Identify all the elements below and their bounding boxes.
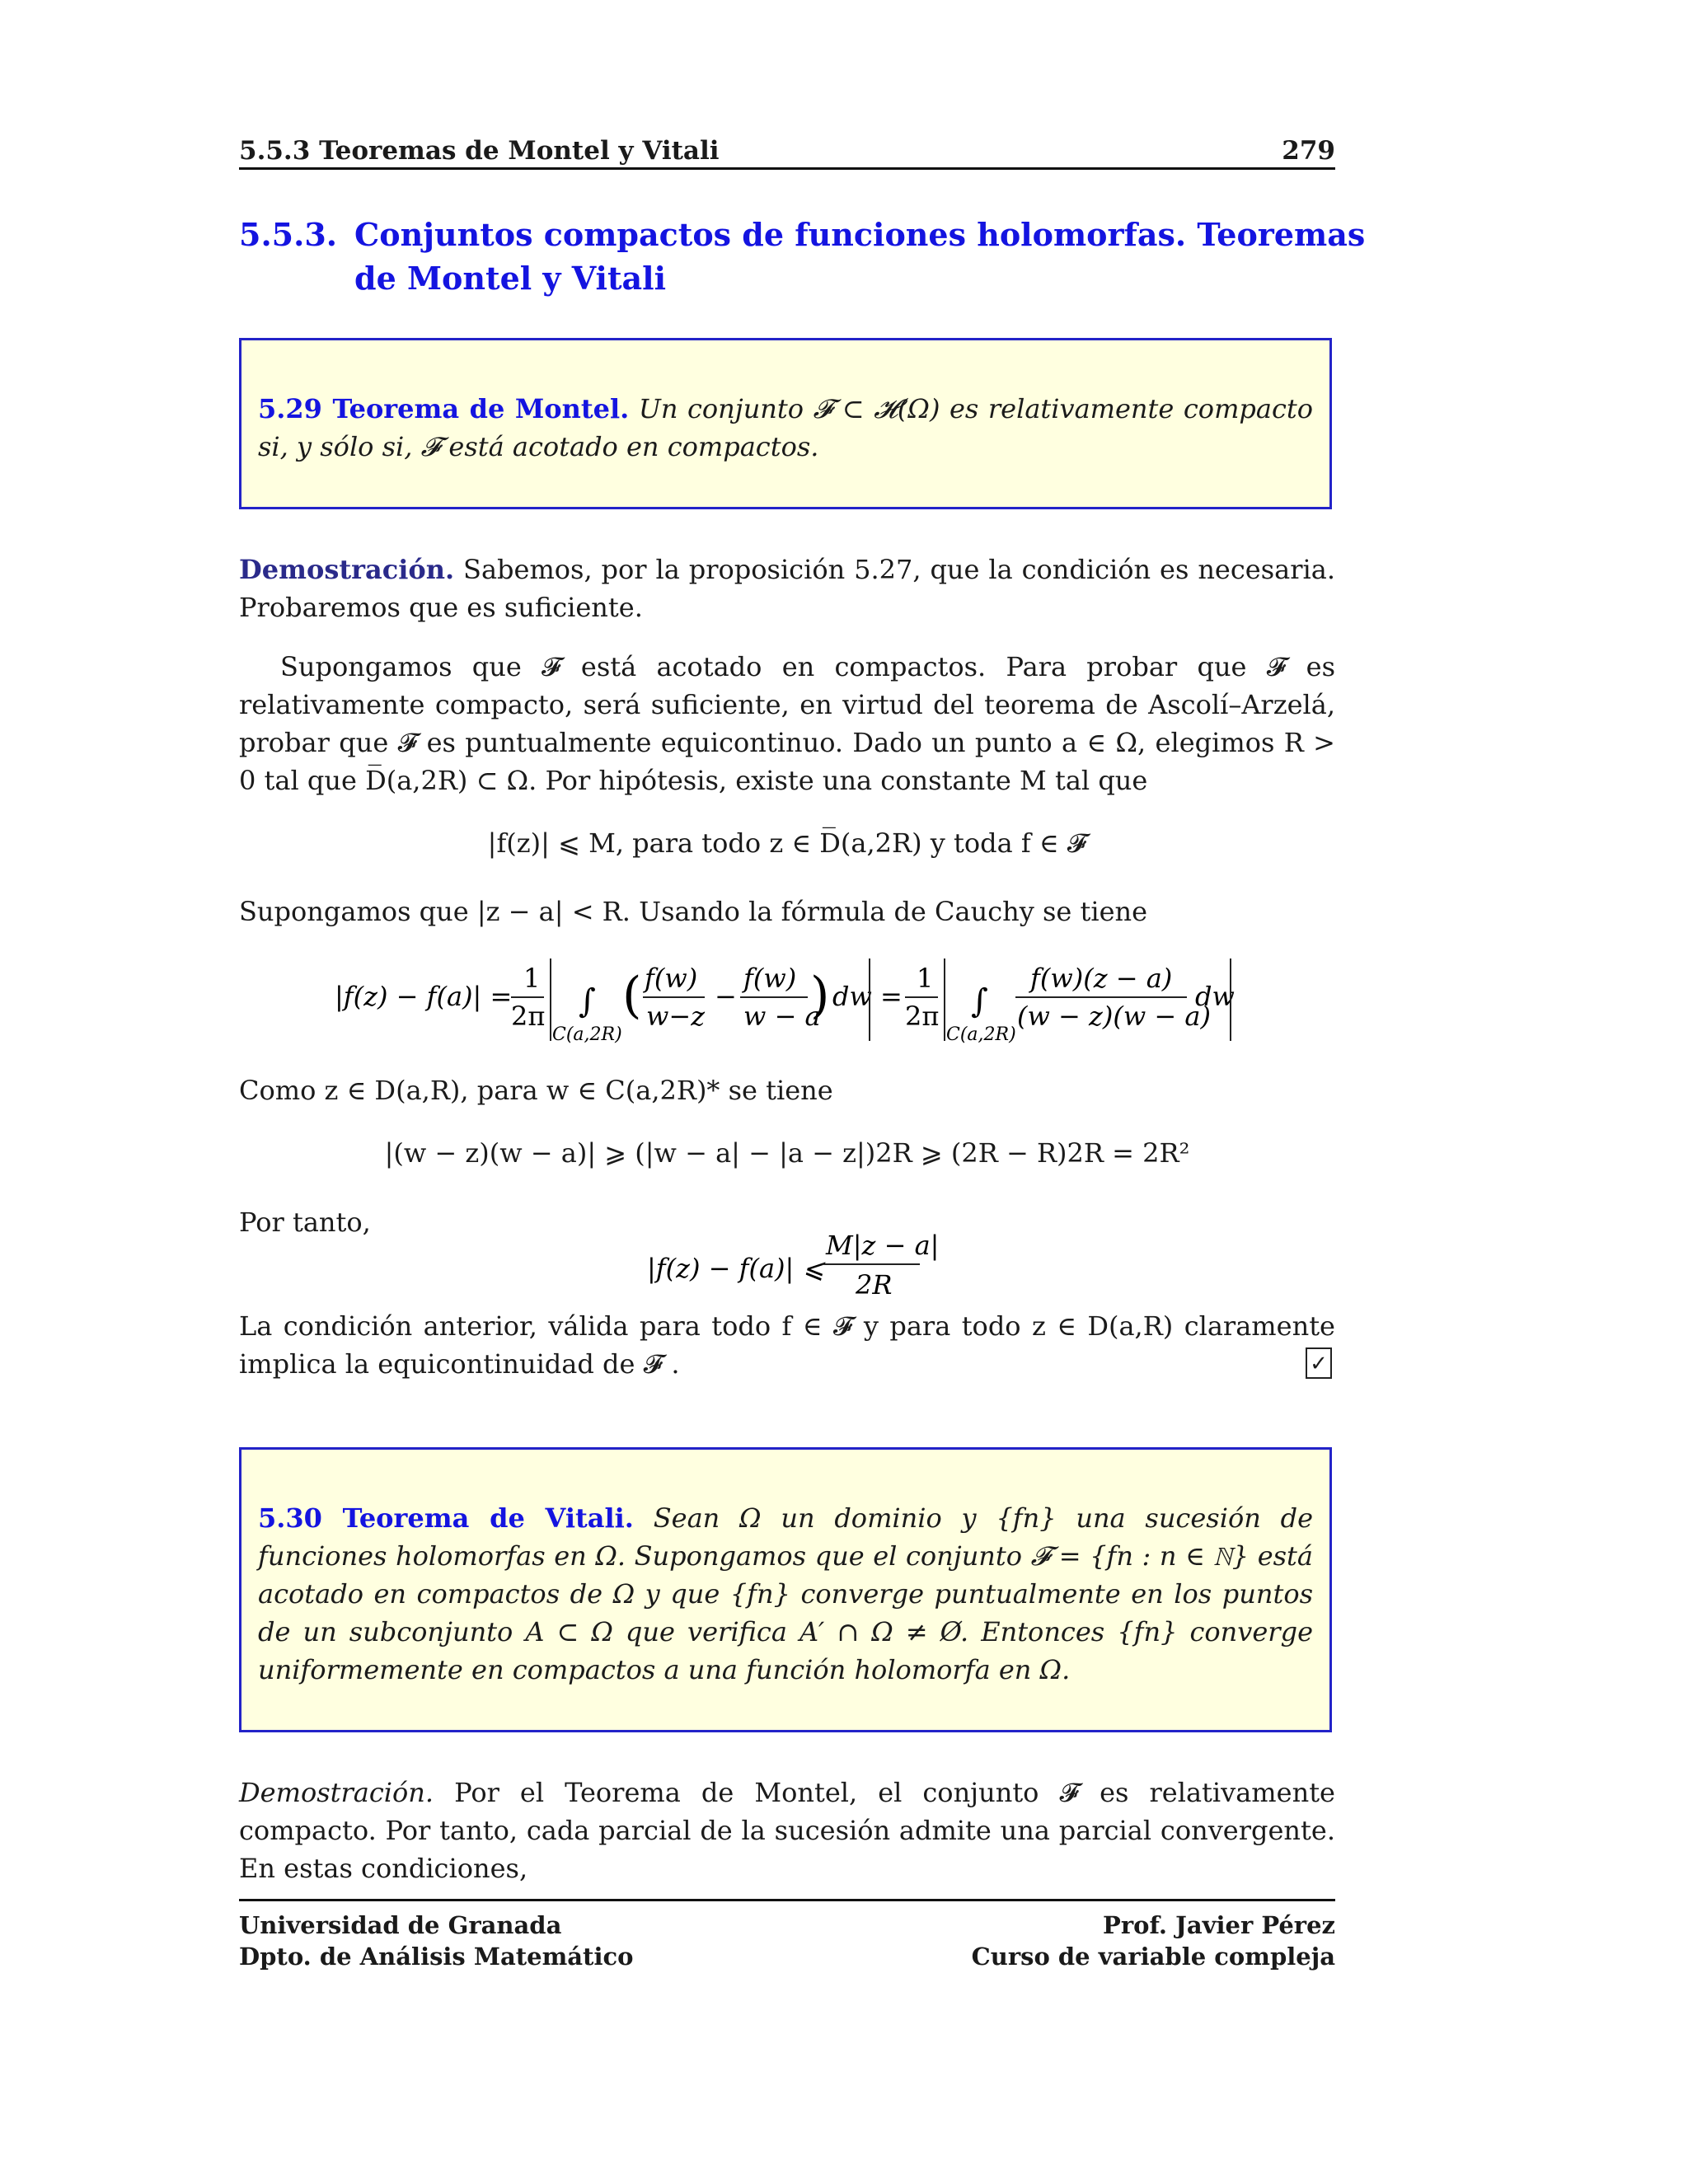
theorem-montel-box bbox=[239, 338, 1332, 509]
page-number: 279 bbox=[1282, 136, 1335, 166]
svg-text:dw: dw bbox=[1195, 981, 1235, 1012]
equation-cauchy bbox=[239, 954, 1335, 1045]
equation-bound: |f(z)| ⩽ M, para todo z ∈ D̅(a,2R) y toda f ∈ 𝓕 bbox=[487, 827, 1087, 859]
svg-text:C(a,2R): C(a,2R) bbox=[946, 1024, 1016, 1045]
theorem-vitali-head: 5.30 Teorema de Vitali. bbox=[258, 1502, 634, 1534]
footer-left bbox=[239, 1910, 633, 1972]
svg-text:): ) bbox=[810, 967, 830, 1024]
section-heading: Conjuntos compactos de funciones holomorfas. Teoremas de Montel y Vitali bbox=[354, 216, 1366, 297]
theorem-montel-body: Un conjunto 𝓕 ⊂ 𝓗(Ω) es relativamente compacto si, y sólo si, 𝓕 está acotado en compactos. bbox=[258, 393, 1314, 462]
cauchy-formula-svg bbox=[239, 954, 1335, 1045]
svg-text:w − a: w − a bbox=[743, 1001, 821, 1032]
svg-text:=: = bbox=[880, 981, 903, 1012]
proof-montel-p4: Como z ∈ D(a,R), para w ∈ C(a,2R)* se tiene bbox=[239, 1075, 833, 1106]
proof-p1-text: Sabemos, por la proposición 5.27, que la condición es necesaria. Probaremos que es suficiente. bbox=[239, 554, 1336, 623]
svg-text:f(w)(z − a): f(w)(z − a) bbox=[1030, 963, 1173, 994]
proof-head: Demostración. bbox=[239, 554, 455, 585]
proof-montel-p1 bbox=[239, 551, 1335, 626]
svg-text:dw: dw bbox=[832, 981, 872, 1012]
svg-text:|f(z) − f(a)| ⩽: |f(z) − f(a)| ⩽ bbox=[647, 1253, 825, 1284]
svg-text:∫: ∫ bbox=[971, 982, 988, 1020]
proof-montel-p2: Supongamos que 𝓕 está acotado en compactos. Para probar que 𝓕 es relativamente compacto, será suficiente, en virtud del teorema de Ascolí–Arzelá, probar que 𝓕 es puntualmente equicontinuo. Dado un punto a ∈ Ω, elegimos R > 0 tal que D̅(a,2R) ⊂ Ω. Por hipótesis, existe una constante M tal que bbox=[239, 651, 1335, 796]
svg-text:C(a,2R): C(a,2R) bbox=[552, 1024, 622, 1045]
svg-text:2π: 2π bbox=[511, 1001, 546, 1032]
theorem-montel-head: 5.29 Teorema de Montel. bbox=[258, 393, 630, 424]
proof-vitali-text: Por el Teorema de Montel, el conjunto 𝓕 es relativamente compacto. Por tanto, cada parcial de la sucesión admite una parcial convergente. En estas condiciones, bbox=[239, 1777, 1335, 1884]
proof-vitali-head: Demostración. bbox=[239, 1777, 434, 1808]
proof-montel-p5: Por tanto, bbox=[239, 1207, 371, 1238]
section-number: 5.5.3. bbox=[239, 216, 338, 253]
svg-text:1: 1 bbox=[523, 963, 541, 994]
running-header bbox=[239, 130, 1335, 170]
svg-text:∫: ∫ bbox=[579, 982, 596, 1020]
footer-course: Curso de variable compleja bbox=[971, 1943, 1335, 1971]
footer-university: Universidad de Granada bbox=[239, 1911, 562, 1939]
proof-vitali bbox=[239, 1774, 1335, 1887]
theorem-vitali bbox=[258, 1499, 1313, 1689]
footer-department: Dpto. de Análisis Matemático bbox=[239, 1943, 634, 1971]
qed-mark: ✓ bbox=[1306, 1347, 1332, 1379]
svg-text:1: 1 bbox=[917, 963, 934, 994]
theorem-vitali-box bbox=[239, 1447, 1332, 1732]
footer-right bbox=[972, 1910, 1335, 1972]
theorem-montel bbox=[258, 390, 1313, 466]
proof-montel-p6: La condición anterior, válida para todo f ∈ 𝓕 y para todo z ∈ D(a,R) claramente implica la equicontinuidad de 𝓕 . bbox=[239, 1310, 1335, 1380]
svg-text:|f(z) − f(a)| =: |f(z) − f(a)| = bbox=[335, 981, 513, 1012]
svg-text:f(w): f(w) bbox=[645, 963, 698, 994]
svg-text:w−z: w−z bbox=[646, 1001, 706, 1032]
proof-montel-p3: Supongamos que |z − a| < R. Usando la fórmula de Cauchy se tiene bbox=[239, 896, 1148, 927]
svg-text:2π: 2π bbox=[905, 1001, 940, 1032]
svg-text:M|z − a|: M|z − a| bbox=[826, 1230, 940, 1261]
svg-text:2R: 2R bbox=[856, 1269, 893, 1301]
header-section: 5.5.3 Teoremas de Montel y Vitali bbox=[239, 136, 720, 166]
page-footer bbox=[239, 1899, 1335, 1972]
svg-text:−: − bbox=[715, 981, 737, 1012]
final-bound-svg bbox=[239, 1230, 1335, 1304]
footer-author: Prof. Javier Pérez bbox=[1103, 1911, 1335, 1939]
theorem-vitali-body: Sean Ω un dominio y {fn} una sucesión de funciones holomorfas en Ω. Supongamos que el conjunto 𝓕 = {fn : n ∈ ℕ} está acotado en compactos de Ω y que {fn} converge puntualmente en los puntos de un subconjunto A ⊂ Ω que verifica A′ ∩ Ω ≠ Ø. Entonces {fn} converge uniformemente en compactos a una función holomorfa en Ω. bbox=[258, 1502, 1314, 1685]
equation-final-bound bbox=[239, 1230, 1335, 1304]
equation-denominator: |(w − z)(w − a)| ⩾ (|w − a| − |a − z|)2R ⩾ (2R − R)2R = 2R² bbox=[384, 1137, 1190, 1169]
svg-text:f(w): f(w) bbox=[743, 963, 797, 994]
svg-text:(w − z)(w − a): (w − z)(w − a) bbox=[1017, 1001, 1211, 1032]
svg-text:(: ( bbox=[622, 967, 642, 1024]
